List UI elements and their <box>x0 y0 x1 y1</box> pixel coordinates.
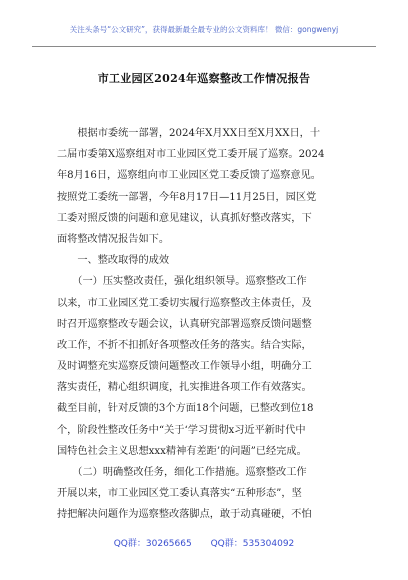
body-line: 面将整改情况报告如下。 <box>57 233 170 245</box>
body-line: 及时调整充实巡察反馈问题整改工作领导小组，明确分工 <box>57 361 312 373</box>
body-line: 二届市委第X巡察组对市工业园区党工委开展了巡察。2024 <box>57 149 325 161</box>
body-line: 截至目前，针对反馈的3个方面18个问题，已整改到位18 <box>57 403 314 415</box>
body-line: 年8月16日，巡察组向市工业园区党工委反馈了巡察意见。 <box>57 170 321 182</box>
section-heading: 一、整改取得的成效 <box>57 255 170 267</box>
document-title: 市工业园区2024年巡察整改工作情况报告 <box>97 72 311 85</box>
body-line: 工委对照反馈的问题和意见建议，认真抓好整改落实，下 <box>57 212 312 224</box>
body-line: 改工作，不折不扣抓好各项整改任务的落实。结合实际， <box>57 339 312 351</box>
body-line: 根据市委统一部署，2024年X月XX日至X月XX日，十 <box>57 128 321 139</box>
body-line: 持把解决问题作为巡察整改落脚点，敢于动真碰硬，不怕 <box>57 509 312 521</box>
body-line: 时召开巡察整改专题会议，认真研究部署巡察反馈问题整 <box>57 318 312 330</box>
body-line: 个，阶段性整改任务中“关于‘学习贯彻x习近平新时代中 <box>57 424 306 436</box>
document-body <box>57 123 353 526</box>
body-line: 落实责任，精心组织调度，扎实推进各项工作有效落实。 <box>57 382 312 394</box>
header-note: 关注头条号“公文研究”，获得最新最全最专业的公文资料库！ 微信：gongwenyj <box>69 25 339 34</box>
body-line: 国特色社会主义思想xxx精神有差距’的问题”已经完成。 <box>57 445 307 457</box>
body-line: 以来，市工业园区党工委切实履行巡察整改主体责任，及 <box>57 297 312 309</box>
body-line: 按照党工委统一部署，今年8月17日—11月25日，园区党 <box>57 191 317 203</box>
body-line: （二）明确整改任务，细化工作措施。巡察整改工作 <box>57 467 307 478</box>
footer <box>0 536 408 549</box>
body-line: （一）压实整改责任，强化组织领导。巡察整改工作 <box>57 276 307 288</box>
footer-qq-group-2: QQ群：535304092 <box>210 539 295 549</box>
header-divider <box>32 46 376 47</box>
body-line: 开展以来，市工业园区党工委认真落实“五种形态”，坚 <box>57 488 302 500</box>
footer-qq-group-1: QQ群：30265665 <box>113 539 192 549</box>
